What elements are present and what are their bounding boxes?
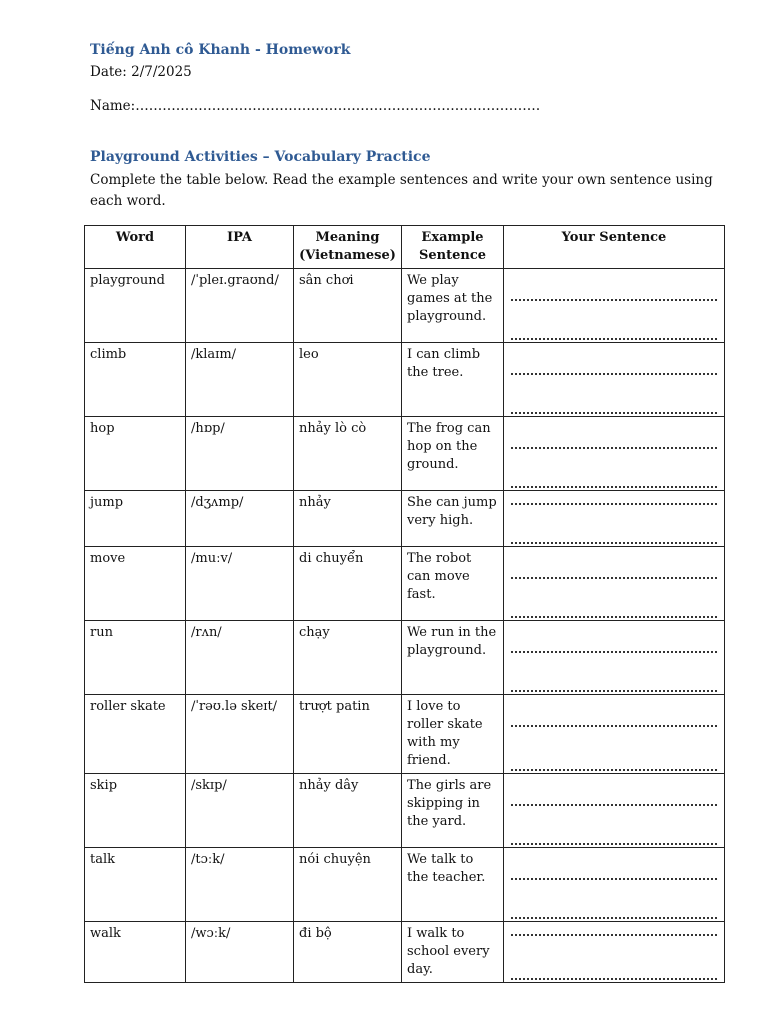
word-cell: hop [85,417,186,491]
example-cell: The girls are skipping in the yard. [402,774,504,848]
dotted-line [511,926,717,936]
example-cell: We play games at the playground. [402,269,504,343]
dotted-line [511,682,717,692]
ipa-cell: /hɒp/ [186,417,294,491]
dotted-line [511,404,717,414]
meaning-cell: nhảy lò cò [294,417,402,491]
meaning-cell: nhảy dây [294,774,402,848]
your-sentence-cell[interactable] [504,621,725,695]
your-sentence-cell[interactable] [504,695,725,774]
dotted-line [511,478,717,488]
dotted-line [511,643,717,653]
example-cell: The robot can move fast. [402,547,504,621]
dotted-line [511,717,717,727]
word-cell: run [85,621,186,695]
dotted-line [511,291,717,301]
word-cell: climb [85,343,186,417]
meaning-cell: nhảy [294,491,402,547]
dotted-line [511,330,717,340]
your-sentence-cell[interactable] [504,774,725,848]
word-cell: move [85,547,186,621]
word-cell: talk [85,848,186,922]
instructions: Complete the table below. Read the example sentences and write your own sentence using each word. [90,172,713,209]
your-sentence-cell[interactable] [504,417,725,491]
ipa-cell: /dʒʌmp/ [186,491,294,547]
dotted-line [511,796,717,806]
meaning-cell: sân chơi [294,269,402,343]
table-row [85,269,725,343]
your-sentence-cell[interactable] [504,491,725,547]
dotted-line [511,970,717,980]
word-cell: walk [85,922,186,983]
table-row [85,417,725,491]
table-row [85,621,725,695]
meaning-cell: di chuyển [294,547,402,621]
ipa-cell: /tɔːk/ [186,848,294,922]
ipa-cell: /ˈrəʊ.lə skeɪt/ [186,695,294,774]
example-cell: We run in the playground. [402,621,504,695]
dotted-line [511,761,717,771]
dotted-line [511,835,717,845]
your-sentence-cell[interactable] [504,848,725,922]
col-header-ipa: IPA [186,226,294,269]
meaning-cell: đi bộ [294,922,402,983]
example-cell: She can jump very high. [402,491,504,547]
your-sentence-cell[interactable] [504,922,725,983]
example-cell: I walk to school every day. [402,922,504,983]
vocabulary-table [84,225,725,983]
example-cell: We talk to the teacher. [402,848,504,922]
table-row [85,922,725,983]
col-header-example: Example Sentence [402,226,504,269]
table-row [85,547,725,621]
table-row [85,848,725,922]
dotted-line [511,909,717,919]
dotted-line [511,365,717,375]
table-row [85,774,725,848]
ipa-cell: /wɔːk/ [186,922,294,983]
dotted-line [511,608,717,618]
meaning-cell: chạy [294,621,402,695]
example-cell: I can climb the tree. [402,343,504,417]
meaning-cell: leo [294,343,402,417]
example-cell: The frog can hop on the ground. [402,417,504,491]
dotted-line [511,439,717,449]
ipa-cell: /muːv/ [186,547,294,621]
dotted-line [511,534,717,544]
date-line: Date: 2/7/2025 [90,64,192,80]
meaning-cell: nói chuyện [294,848,402,922]
col-header-meaning: Meaning (Vietnamese) [294,226,402,269]
ipa-cell: /ˈpleɪ.graʊnd/ [186,269,294,343]
word-cell: jump [85,491,186,547]
word-cell: playground [85,269,186,343]
name-line: Name:……………………………………………………………………………… [90,98,541,114]
ipa-cell: /rʌn/ [186,621,294,695]
your-sentence-cell[interactable] [504,547,725,621]
dotted-line [511,870,717,880]
your-sentence-cell[interactable] [504,269,725,343]
dotted-line [511,569,717,579]
section-title: Playground Activities – Vocabulary Practice [90,149,431,165]
example-cell: I love to roller skate with my friend. [402,695,504,774]
ipa-cell: /klaɪm/ [186,343,294,417]
table-row [85,491,725,547]
table-row [85,343,725,417]
word-cell: roller skate [85,695,186,774]
your-sentence-cell[interactable] [504,343,725,417]
dotted-line [511,495,717,505]
table-header-row [85,226,725,269]
col-header-your-sentence: Your Sentence [504,226,725,269]
table-row [85,695,725,774]
word-cell: skip [85,774,186,848]
col-header-word: Word [85,226,186,269]
meaning-cell: trượt patin [294,695,402,774]
homework-title: Tiếng Anh cô Khanh - Homework [90,42,351,58]
ipa-cell: /skɪp/ [186,774,294,848]
